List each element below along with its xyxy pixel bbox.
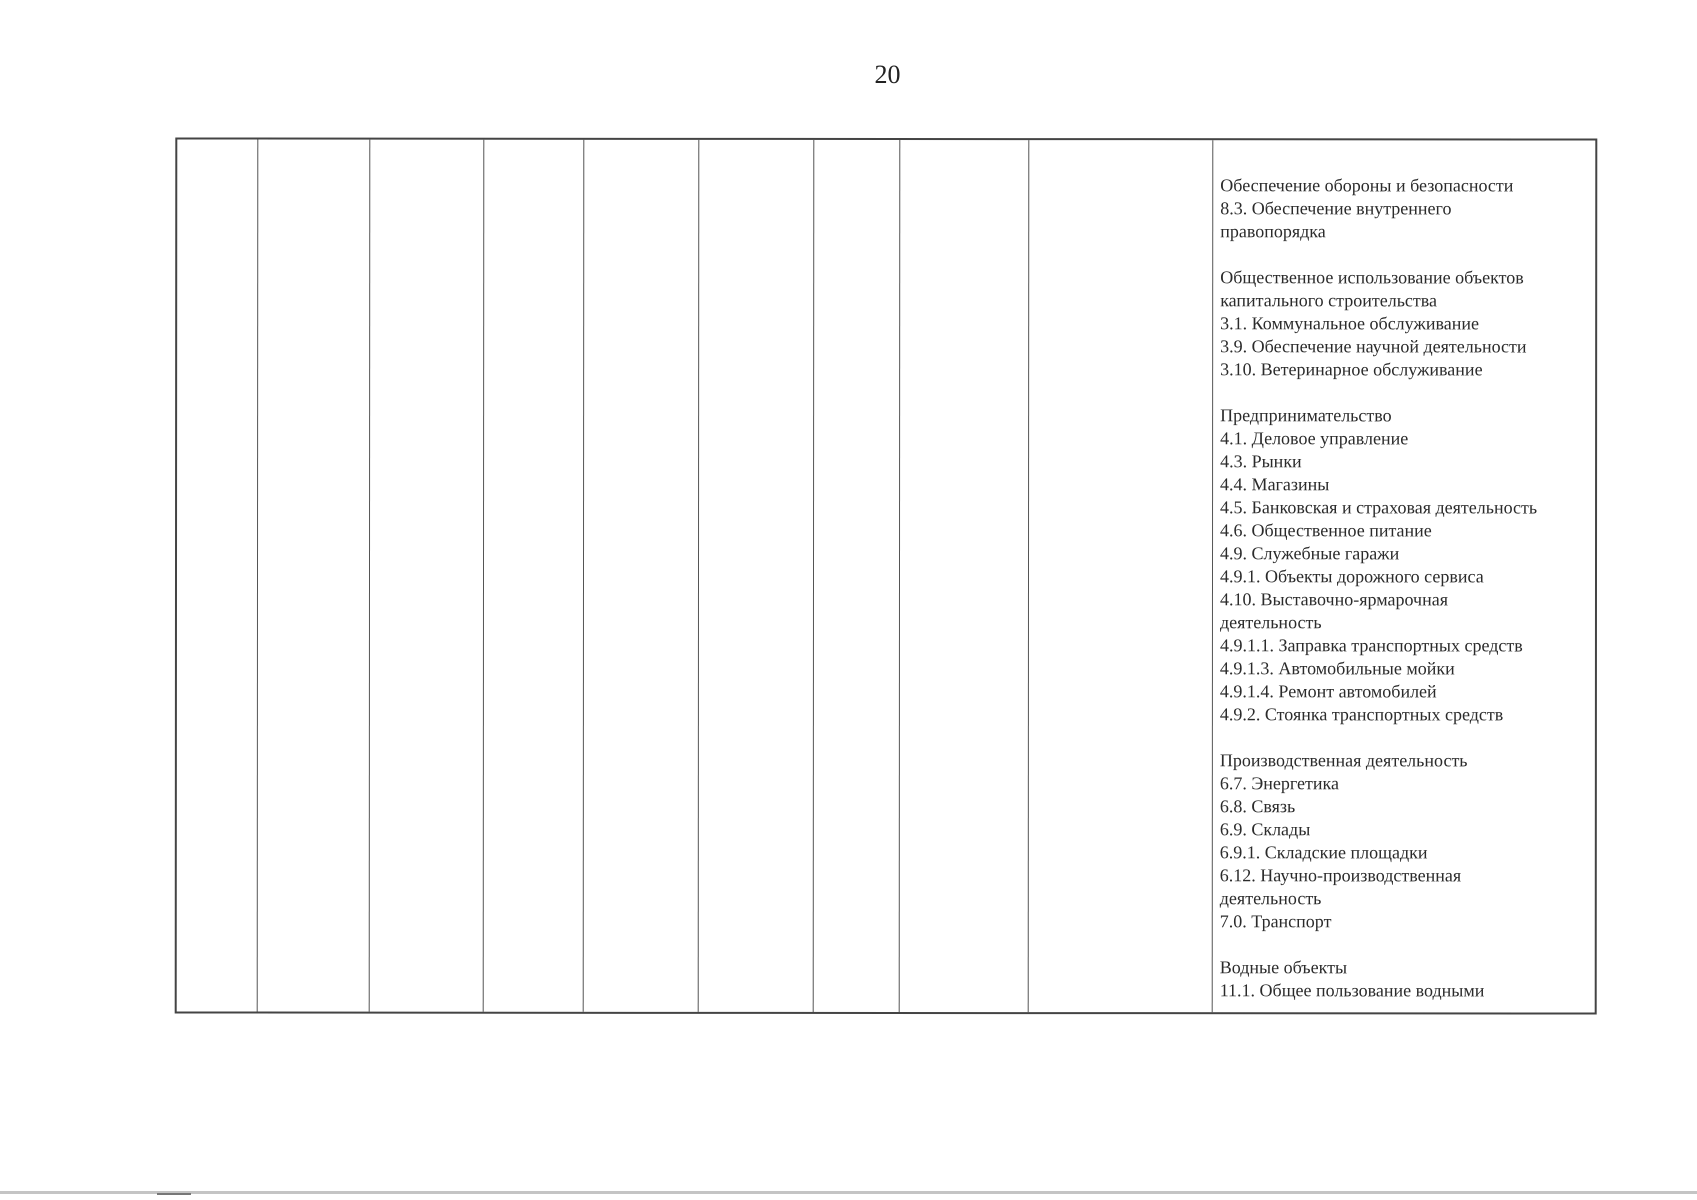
section-line: 7.0. Транспорт — [1219, 911, 1332, 932]
section-public-use — [1220, 266, 1585, 381]
section-line: 3.1. Коммунальное обслуживание — [1220, 313, 1480, 334]
section-water-objects — [1220, 956, 1585, 1002]
section-line: Общественное использование объектов — [1220, 267, 1524, 288]
section-line: 4.9.1. Объекты дорожного сервиса — [1219, 566, 1484, 587]
section-line: деятельность — [1219, 888, 1322, 909]
column-divider — [813, 140, 815, 1012]
section-line: 6.12. Научно-производственная — [1219, 865, 1462, 886]
page-number: 20 — [874, 60, 901, 89]
column-divider — [483, 140, 485, 1012]
section-line: 8.3. Обеспечение внутреннего — [1220, 198, 1452, 219]
section-line: 4.9.1.1. Заправка транспортных средств — [1219, 635, 1523, 656]
scan-edge-mark — [157, 1193, 191, 1195]
section-line: Предпринимательство — [1220, 405, 1392, 426]
column-divider — [257, 140, 259, 1012]
section-line: 4.9.2. Стоянка транспортных средств — [1219, 704, 1504, 725]
section-line: 6.9. Склады — [1219, 819, 1311, 840]
column-divider — [1028, 140, 1030, 1012]
document-table — [175, 138, 1598, 1015]
section-line: 11.1. Общее пользование водными — [1219, 980, 1485, 1001]
section-defense — [1220, 174, 1585, 243]
section-line: правопорядка — [1220, 221, 1326, 242]
section-entrepreneurship — [1220, 404, 1585, 726]
section-line: 6.9.1. Складские площадки — [1219, 842, 1428, 863]
column-divider — [698, 140, 700, 1012]
section-line: 4.9. Служебные гаражи — [1220, 543, 1400, 564]
section-line: 4.4. Магазины — [1220, 474, 1330, 495]
section-line: Производственная деятельность — [1219, 750, 1468, 771]
section-line: 4.5. Банковская и страховая деятельность — [1220, 497, 1538, 518]
section-line: 4.10. Выставочно-ярмарочная — [1219, 589, 1449, 610]
section-line: 4.9.1.4. Ремонт автомобилей — [1219, 681, 1437, 702]
section-line: Водные объекты — [1219, 957, 1348, 978]
section-line: Обеспечение обороны и безопасности — [1220, 175, 1514, 196]
permitted-use-cell — [1214, 140, 1596, 1012]
section-line: 3.9. Обеспечение научной деятельности — [1220, 336, 1527, 357]
section-line: 4.9.1.3. Автомобильные мойки — [1219, 658, 1455, 679]
section-line: 4.3. Рынки — [1220, 451, 1302, 472]
section-line: 4.6. Общественное питание — [1220, 520, 1432, 541]
section-line: деятельность — [1219, 612, 1322, 633]
column-divider — [369, 140, 371, 1012]
section-line: 4.1. Деловое управление — [1220, 428, 1409, 449]
scan-edge-line — [0, 1191, 1697, 1194]
column-divider — [899, 140, 901, 1012]
section-line: 3.10. Ветеринарное обслуживание — [1220, 359, 1483, 380]
section-line: 6.7. Энергетика — [1219, 773, 1339, 794]
section-line: 6.8. Связь — [1219, 796, 1296, 817]
section-production — [1220, 749, 1585, 933]
column-divider — [583, 140, 585, 1012]
section-line: капитального строительства — [1220, 290, 1438, 311]
